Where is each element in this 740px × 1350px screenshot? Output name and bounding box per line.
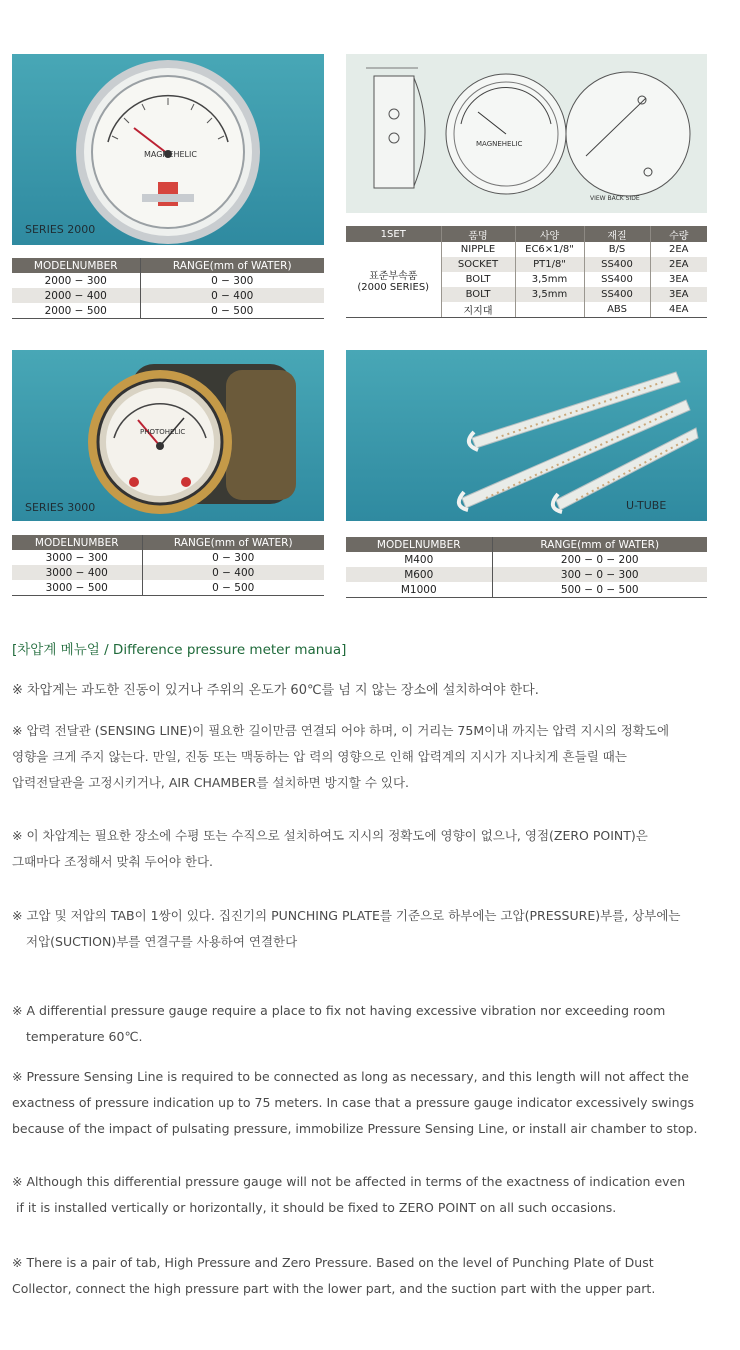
text-line: ※ 고압 및 저압의 TAB이 1쌍이 있다. 집진기의 PUNCHING PLATE를 기준으로 하부에는 고압(PRESSURE)부를, 상부에는 (12, 908, 681, 923)
text-line: ※ 차압계는 과도한 진동이 있거나 주위의 온도가 60℃를 넘 지 않는 장소에 설치하여야 한다. (12, 683, 539, 698)
parts-header-set: 1SET (346, 226, 441, 242)
manual-paragraph-en-4 (12, 1250, 736, 1302)
parts-cell: 2EA (650, 257, 707, 272)
parts-cell: SOCKET (441, 257, 515, 272)
parts-group-line1: 표준부속품 (369, 270, 418, 282)
series-2000-table (12, 258, 324, 319)
text-line: temperature 60℃. (26, 1029, 143, 1044)
col-header-range: RANGE(mm of WATER) (492, 537, 707, 552)
model-cell: M600 (346, 567, 492, 582)
text-line: ※ A differential pressure gauge require a place to fix not having excessive vibration nor exceeding room (12, 1003, 666, 1018)
parts-cell: 4EA (650, 302, 707, 318)
series-2000-photo (12, 54, 324, 245)
parts-group-cell (346, 242, 441, 318)
text-line: ※ Although this differential pressure gauge will not be affected in terms of the exactness of indication even (12, 1174, 686, 1189)
model-cell: 3000 − 400 (12, 565, 142, 580)
model-cell: 3000 − 500 (12, 580, 142, 596)
parts-cell (515, 302, 584, 318)
utube-photo (346, 350, 707, 521)
parts-cell: SS400 (584, 272, 650, 287)
col-header-range: RANGE(mm of WATER) (140, 258, 324, 273)
parts-cell: B/S (584, 242, 650, 257)
text-line: ※ Pressure Sensing Line is required to be connected as long as necessary, and this length will not affect the (12, 1069, 689, 1084)
gauge-dimension-drawing (346, 54, 707, 213)
parts-cell: 3EA (650, 287, 707, 302)
text-line: ※ 이 차압계는 필요한 장소에 수평 또는 수직으로 설치하여도 지시의 정확도에 영향이 없으나, 영점(ZERO POINT)은 (12, 828, 648, 843)
model-cell: M400 (404, 553, 434, 566)
parts-cell: NIPPLE (441, 242, 515, 257)
manual-paragraph-en-3 (12, 1169, 736, 1221)
parts-header-qty: 수량 (650, 226, 707, 242)
range-cell: 0 − 400 (140, 288, 324, 303)
parts-cell: 3,5mm (515, 287, 584, 302)
text-line: because of the impact of pulsating pressure, immobilize Pressure Sensing Line, or install air chamber to stop. (12, 1121, 698, 1136)
model-cell: 2000 − 500 (12, 303, 140, 319)
parts-cell: 지지대 (441, 302, 515, 318)
parts-cell: 3,5mm (515, 272, 584, 287)
model-cell: 2000 − 300 (44, 274, 107, 287)
model-cell: 2000 − 400 (12, 288, 140, 303)
parts-cell: EC6×1/8" (515, 242, 584, 257)
parts-header-spec: 사양 (515, 226, 584, 242)
parts-cell: BOLT (441, 272, 515, 287)
gauge-brand-label-2: PHOTOHELIC (140, 428, 186, 436)
parts-header-material: 재질 (584, 226, 650, 242)
model-cell: M1000 (346, 582, 492, 598)
range-cell: 0 − 300 (142, 550, 324, 565)
col-header-model: MODELNUMBER (12, 258, 140, 273)
manual-paragraph-ko-1 (12, 678, 736, 704)
manual-paragraph-ko-2 (12, 718, 736, 796)
range-cell: 0 − 500 (142, 580, 324, 596)
series-2000-caption: SERIES 2000 (25, 223, 96, 236)
text-line: ※ There is a pair of tab, High Pressure and Zero Pressure. Based on the level of Punching Plate of Dust (12, 1255, 654, 1270)
range-cell: 500 − 0 − 500 (492, 582, 707, 598)
parts-cell: 2EA (650, 242, 707, 257)
standard-parts-table (346, 226, 707, 318)
range-cell: 0 − 500 (140, 303, 324, 319)
photohelic-gauge-illustration (12, 350, 324, 521)
parts-cell: SS400 (584, 287, 650, 302)
text-line: if it is installed vertically or horizontally, it should be fixed to ZERO POINT on all such occasions. (16, 1200, 617, 1215)
utube-illustration (346, 350, 707, 521)
manual-paragraph-ko-3 (12, 823, 736, 875)
range-cell: 0 − 400 (142, 565, 324, 580)
parts-cell: ABS (584, 302, 650, 318)
manual-paragraph-ko-4 (12, 903, 736, 955)
col-header-range: RANGE(mm of WATER) (142, 535, 324, 550)
manual-paragraph-en-1 (12, 998, 736, 1050)
range-cell: 0 − 300 (140, 273, 324, 288)
magnehelic-gauge-illustration (12, 54, 324, 245)
text-line: 저압(SUCTION)부를 연결구를 사용하여 연결한다 (26, 934, 298, 949)
range-cell: 300 − 0 − 300 (492, 567, 707, 582)
text-line: exactness of pressure indication up to 75 meters. In case that a pressure gauge indicator excessively swings (12, 1095, 695, 1110)
model-cell: 3000 − 300 (45, 551, 108, 564)
drawing-brand-label: MAGNEHELIC (476, 140, 523, 148)
parts-cell: BOLT (441, 287, 515, 302)
parts-cell: SS400 (584, 257, 650, 272)
text-line: 영향을 크게 주지 않는다. 만일, 진동 또는 맥동하는 압 력의 영향으로 인해 압력계의 지시가 지나치게 흔들릴 때는 (12, 749, 627, 764)
view-back-side-label: VIEW BACK SIDE (590, 195, 640, 202)
col-header-model: MODELNUMBER (12, 535, 142, 550)
manual-heading: [차압계 메뉴얼 / Difference pressure meter manua] (12, 642, 347, 658)
range-cell: 200 − 0 − 200 (492, 552, 707, 567)
gauge-brand-label: MAGNEHELIC (144, 150, 197, 159)
manual-paragraph-en-2 (12, 1064, 736, 1142)
utube-table (346, 537, 707, 598)
text-line: 압력전달관을 고정시키거나, AIR CHAMBER를 설치하면 방지할 수 있다. (12, 775, 410, 790)
text-line: ※ 압력 전달관 (SENSING LINE)이 필요한 길이만큼 연결되 어야 하며, 이 거리는 75M이내 까지는 압력 지시의 정확도에 (12, 723, 670, 738)
series-3000-photo (12, 350, 324, 521)
col-header-model: MODELNUMBER (346, 537, 492, 552)
series-3000-caption: SERIES 3000 (25, 501, 96, 514)
text-line: 그때마다 조정해서 맞춰 두어야 한다. (12, 854, 213, 869)
series-3000-table (12, 535, 324, 596)
parts-group-line2: (2000 SERIES) (357, 281, 430, 293)
text-line: Collector, connect the high pressure part with the lower part, and the suction part with the upper part. (12, 1281, 656, 1296)
parts-cell: PT1/8" (515, 257, 584, 272)
utube-caption: U-TUBE (626, 499, 667, 512)
parts-cell: 3EA (650, 272, 707, 287)
parts-header-name: 품명 (441, 226, 515, 242)
